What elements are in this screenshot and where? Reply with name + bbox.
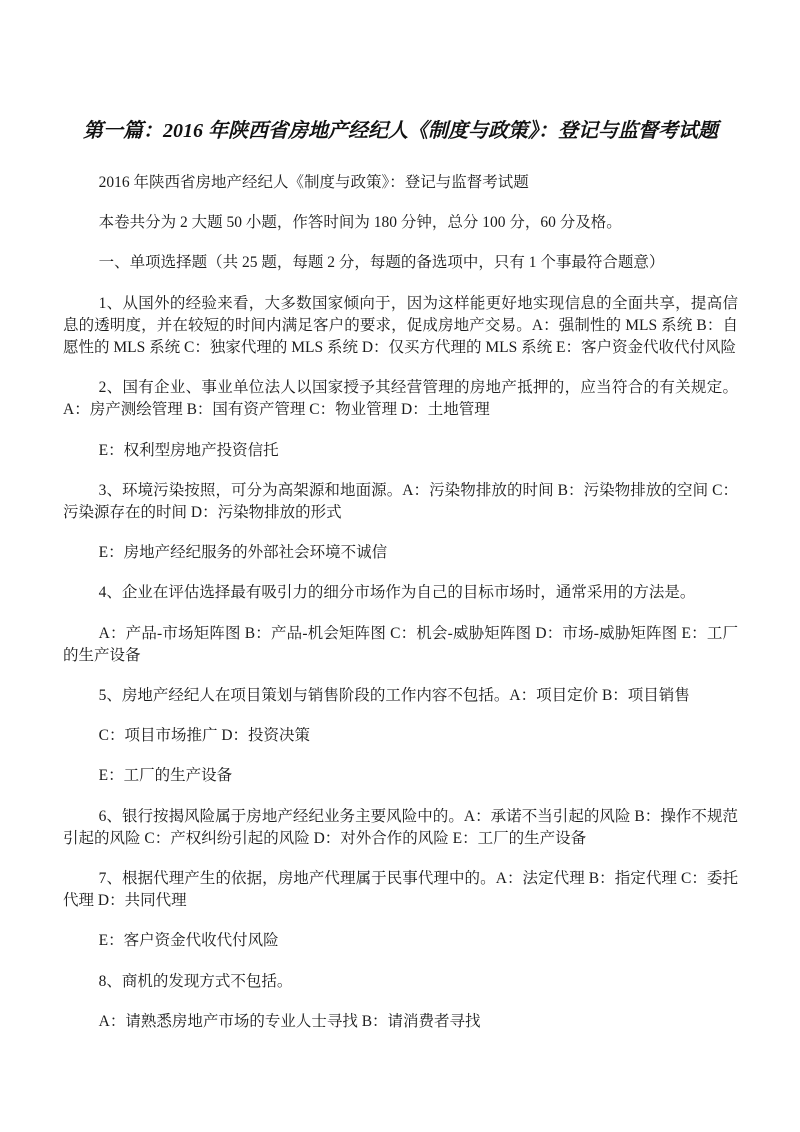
paragraph: 5、房地产经纪人在项目策划与销售阶段的工作内容不包括。A：项目定价 B：项目销售 (98, 687, 690, 705)
paragraph: 一、单项选择题（共 25 题，每题 2 分，每题的备选项中，只有 1 个事最符合题意） (98, 254, 665, 272)
paragraph: 1、从国外的经验来看，大多数国家倾向于，因为这样能更好地实现信息的全面共享，提高信息的透明度，并在较短的时间内满足客户的要求，促成房地产交易。A：强制性的 MLS 系统 B：自愿性的 MLS 系统 C：独家代理的 MLS 系统 D：仅买方代理的 MLS 系统 E：客户资金代收代付风险 (63, 294, 738, 357)
paragraph: 6、银行按揭风险属于房地产经纪业务主要风险中的。A：承诺不当引起的风险 B：操作不规范引起的风险 C：产权纠纷引起的风险 D：对外合作的风险 E：工厂的生产设备 (63, 807, 738, 847)
paragraph: E：客户资金代收代付风险 (98, 932, 279, 950)
paragraph: 8、商机的发现方式不包括。 (98, 972, 293, 990)
document-body (63, 172, 738, 1033)
paragraph: A：请熟悉房地产市场的专业人士寻找 B：请消费者寻找 (98, 1012, 481, 1030)
paragraph: 4、企业在评估选择最有吸引力的细分市场作为自己的目标市场时，通常采用的方法是。 (98, 584, 696, 602)
paragraph: E：工厂的生产设备 (98, 767, 233, 785)
paragraph: E：房地产经纪服务的外部社会环境不诚信 (98, 544, 388, 562)
paragraph: C：项目市场推广 D：投资决策 (98, 727, 311, 745)
paragraph: A：产品-市场矩阵图 B：产品-机会矩阵图 C：机会-威胁矩阵图 D：市场-威胁矩阵图 E：工厂的生产设备 (63, 624, 738, 664)
paragraph: 3、环境污染按照，可分为高架源和地面源。A：污染物排放的时间 B：污染物排放的空间 C：污染源存在的时间 D：污染物排放的形式 (63, 481, 738, 522)
paragraph: 2016 年陕西省房地产经纪人《制度与政策》：登记与监督考试题 (98, 174, 529, 191)
paragraph: 本卷共分为 2 大题 50 小题，作答时间为 180 分钟，总分 100 分，60 分及格。 (98, 214, 622, 232)
paragraph: 7、根据代理产生的依据，房地产代理属于民事代理中的。A：法定代理 B：指定代理 C：委托代理 D：共同代理 (63, 870, 738, 910)
document-title: 第一篇：2016 年陕西省房地产经纪人《制度与政策》：登记与监督考试题 (83, 120, 718, 142)
paragraph: 2、国有企业、事业单位法人以国家授予其经营管理的房地产抵押的，应当符合的有关规定。A：房产测绘管理 B：国有资产管理 C：物业管理 D：土地管理 (63, 379, 738, 419)
paragraph: E：权利型房地产投资信托 (98, 441, 279, 459)
